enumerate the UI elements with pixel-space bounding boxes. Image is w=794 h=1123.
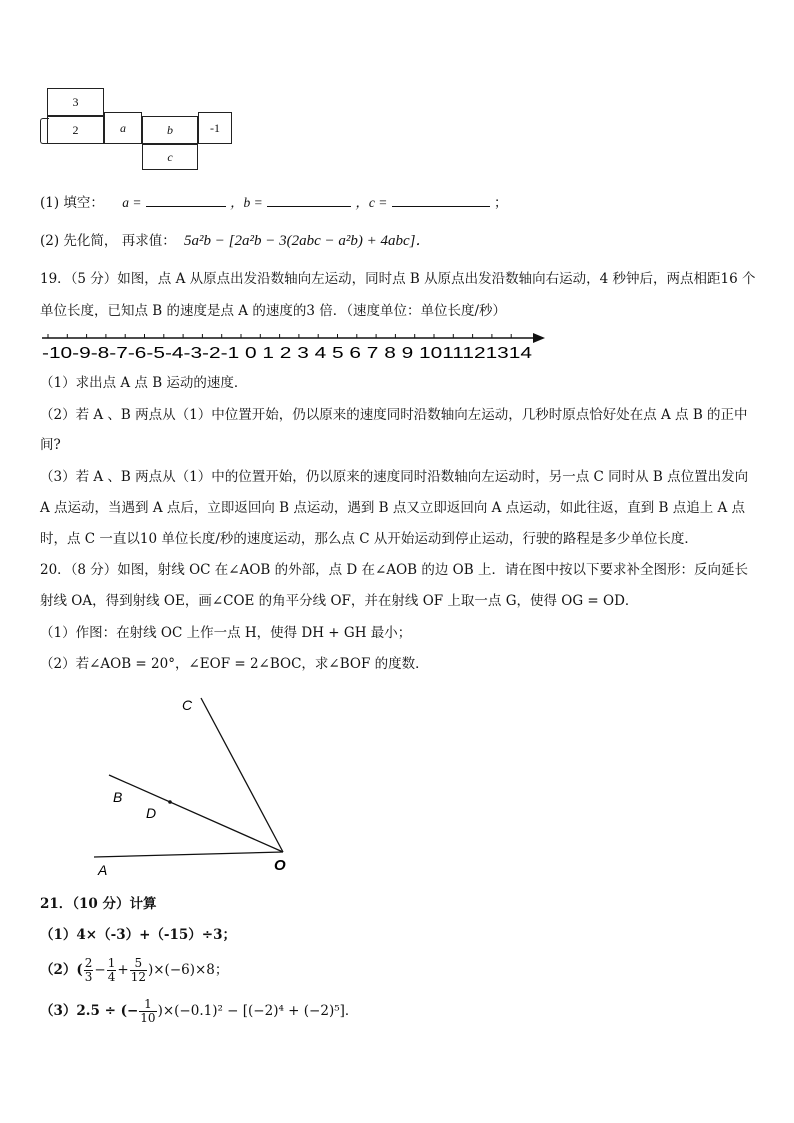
- number-line: [40, 328, 560, 368]
- point-d: [168, 800, 172, 804]
- q18-part1-end: ；: [493, 195, 508, 211]
- q18-b-blank[interactable]: [267, 192, 351, 207]
- q18-part2-prefix: (2) 先化简， 再求值：: [40, 233, 176, 249]
- q20-line1: 20．（8 分）如图，射线 OC 在∠AOB 的外部，点 D 在∠AOB 的边 OB 上．请在图中按以下要求补全图形：反向延长: [40, 562, 748, 578]
- q21-expr3: [40, 992, 358, 1030]
- q21-expr2: （2）( $\frac{2}{3}$ − $\frac{1}{4}$ + $\frac{5}{12}$ )×(−6)×8；: [40, 955, 229, 984]
- q20-line2: 射线 OA，得到射线 OE，画∠COE 的角平分线 OF，并在射线 OF 上取一点 G，使得 OG = OD．: [40, 593, 639, 609]
- net-cell-a: a: [104, 112, 142, 144]
- ray-ob: [109, 775, 283, 852]
- q18-c-blank[interactable]: [392, 192, 490, 207]
- q18-part1: [40, 192, 507, 212]
- angle-figure: [36, 690, 306, 884]
- q21-expr3-suffix: )×(−0.1)² − [(−2)⁴ + (−2)⁵]．: [157, 1003, 359, 1019]
- q21-expr2-frac3: $\frac{5}{12}$: [130, 955, 146, 984]
- q20-sub1: （1）作图：在射线 OC 上作一点 H，使得 DH + GH 最小；: [40, 625, 412, 641]
- q18-b-label: ，b =: [230, 195, 263, 210]
- q19-sub3-line3: 时，点 C 一直以10 单位长度/秒的速度运动，那么点 C 从开始运动到停止运动，行驶的路程是多少单位长度．: [40, 531, 698, 547]
- q21-expr3-frac: $\frac{1}{10}$: [140, 996, 156, 1025]
- q21-expr2-prefix: （2）(: [40, 962, 83, 978]
- q19-sub1: （1）求出点 A 点 B 运动的速度．: [40, 375, 248, 391]
- q18-part1-prefix: (1) 填空：: [40, 195, 104, 211]
- q18-a-label: a =: [122, 195, 142, 210]
- q21-expr1: （1）4×（-3）+（-15）÷3；: [40, 927, 237, 943]
- label-o: O: [274, 857, 286, 874]
- ray-oa: [94, 852, 283, 857]
- q21-expr2-frac2: $\frac{1}{4}$: [107, 955, 116, 984]
- net-cell-c: c: [142, 144, 198, 170]
- q19-sub2-line2: 间?: [40, 437, 61, 453]
- net-cell-neg1: -1: [198, 112, 232, 144]
- q18-a-blank[interactable]: [146, 192, 226, 207]
- q18-part2: [40, 232, 430, 250]
- q19-sub3-line2: A 点运动，当遇到 A 点后，立即返回向 B 点运动，遇到 B 点又立即返回向 A 点运动，如此往返，直到 B 点追上 A 点: [40, 500, 746, 516]
- number-line-svg: [40, 328, 560, 364]
- q18-c-label: ，c =: [355, 195, 388, 210]
- q19-sub2-line1: （2）若 A 、B 两点从（1）中位置开始，仍以原来的速度同时沿数轴向左运动，几秒时原点恰好处在点 A 点 B 的正中: [40, 407, 748, 423]
- net-cell-top: 3: [47, 88, 104, 116]
- q19-sub3-line1: （3）若 A 、B 两点从（1）中的位置开始，仍以原来的速度同时沿数轴向左运动时，另一点 C 同时从 B 点位置出发向: [40, 469, 749, 485]
- q21-expr2-suffix: )×(−6)×8；: [147, 962, 229, 978]
- label-a: A: [98, 862, 108, 878]
- q21-title: 21．（10 分）计算: [40, 896, 157, 912]
- q21-expr2-frac1: $\frac{2}{3}$: [84, 955, 93, 984]
- q20-sub2: （2）若∠AOB = 20°，∠EOF = 2∠BOC，求∠BOF 的度数．: [40, 656, 429, 672]
- number-line-arrow-icon: [533, 333, 545, 343]
- angle-figure-svg: [36, 690, 306, 880]
- number-line-labels: -10-9-8-7-6-5-4-3-2-1 0 1 2 3 4 5 6 7 8 9 1011121314: [42, 345, 533, 362]
- q21-expr3-prefix: （3）2.5 ÷ (−: [40, 1003, 139, 1019]
- net-edge-flap: [40, 118, 49, 144]
- q18-part2-expression: 5a²b − [2a²b − 3(2abc − a²b) + 4abc]．: [184, 233, 431, 249]
- q19-line2: 单位长度，已知点 B 的速度是点 A 的速度的3 倍．（速度单位：单位长度/秒）: [40, 303, 507, 319]
- net-cell-left: 2: [47, 116, 104, 144]
- q19-line1: 19．（5 分）如图，点 A 从原点出发沿数轴向左运动，同时点 B 从原点出发沿数轴向右运动，4 秒钟后，两点相距16 个: [40, 271, 756, 287]
- label-c: C: [182, 697, 193, 713]
- label-d: D: [146, 805, 157, 821]
- label-b: B: [113, 789, 123, 805]
- net-cell-b: b: [142, 116, 198, 144]
- ray-oc: [201, 698, 283, 852]
